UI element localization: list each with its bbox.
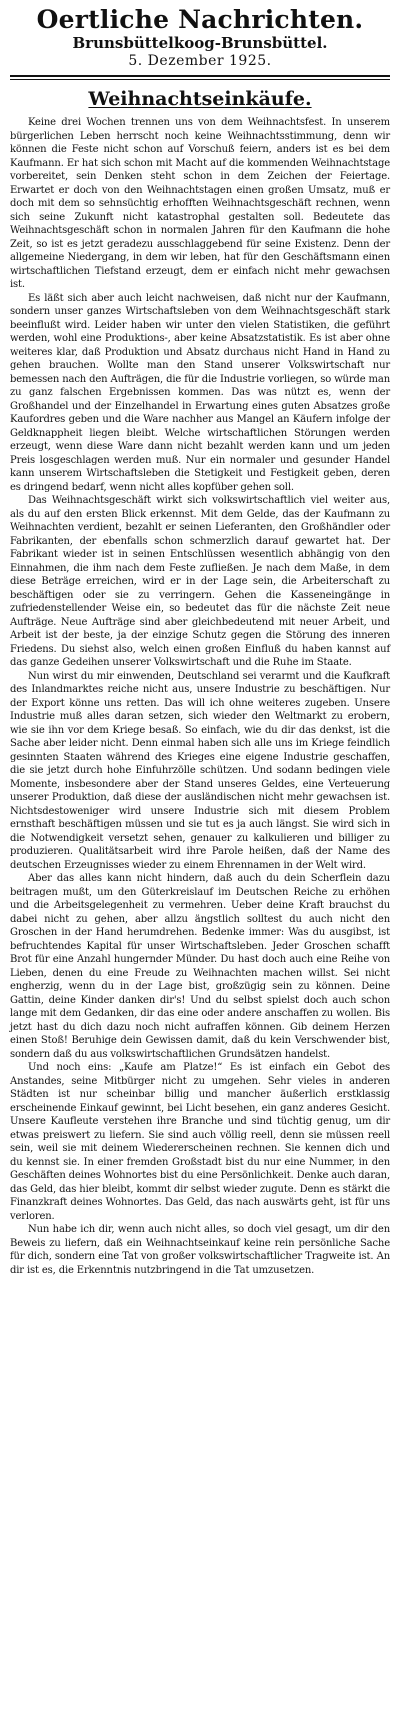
article-headline: Weihnachtseinkäufe. [88,88,312,110]
article-paragraph: Keine drei Wochen trennen uns von dem Weihnachtsfest. In unserem bürgerlichen Leben herrscht noch keine Weihnachtsstimmung, denn wir können die Feste nicht schon auf Vorschuß feiern, anders ist es bei dem Kaufmann. Er hat sich schon mit Macht auf die kommenden Weihnachtstage vorbereitet, sein Denken steht schon in dem Zeichen der Feiertage. Erwartet er doch von den Weihnachtstagen einen großen Umsatz, muß er doch mit dem so sehnsüchtig erhofften Weihnachtsgeschäft rechnen, wenn sich seine Zukunft nicht katastrophal gestalten soll. Bedeutete das Weihnachtsgeschäft schon in normalen Jahren für den Kaufmann die hohe Zeit, so ist es jetzt geradezu ausschlaggebend für seine Existenz. Denn der allgemeine Niedergang, in dem wir leben, hat für den Geschäftsmann einen wirtschaftlichen Tiefstand erzeugt, dem er einfach nicht mehr gewachsen ist. [10,117,390,290]
place-line: Brunsbüttelkoog-Brunsbüttel. [72,34,328,52]
article-paragraph: Nun wirst du mir einwenden, Deutschland sei verarmt und die Kaufkraft des Inlandmarktes reiche nicht aus, unsere Industrie zu beschäftigen. Nur der Export könne uns retten. Das will ich ohne weiteres zugeben. Unsere Industrie muß alles daran setzen, sich wieder den Weltmarkt zu erobern, wie sie ihn vor dem Kriege besaß. So einfach, wie du dir das denkst, ist die Sache aber leider nicht. Denn einmal haben sich alle uns im Kriege feindlich gesinnten Staaten während des Krieges eine eigene Industrie geschaffen, die sie jetzt durch hohe Einfuhrzölle schützen. Und sodann bedingen viele Momente, insbesondere aber der Stand unseres Geldes, eine Verteuerung unserer Produktion, daß diese der ausländischen nicht mehr gewachsen ist. Nichtsdestoweniger wird unsere Industrie sich mit diesem Problem ernsthaft beschäftigen müssen und sie tut es ja auch längst. Sie wird sich in die Notwendigkeit versetzt sehen, genauer zu kalkulieren und billiger zu produzieren. Qualitätsarbeit wird ihre Parole heißen, daß der Name des deutschen Erzeugnisses wieder zu einem Ehrennamen in der Welt wird. [10,670,390,871]
article-paragraph: Es läßt sich aber auch leicht nachweisen, daß nicht nur der Kaufmann, sondern unser ganzes Wirtschaftsleben von dem Weihnachtsgeschäft stark beeinflußt wird. Leider haben wir unter den vielen Statistiken, die geführt werden, wohl eine Produktions-, aber keine Absatzstatistik. Es ist aber ohne weiteres klar, daß Produktion und Absatz durchaus nicht Hand in Hand zu gehen brauchen. Wollte man den Stand unserer Volkswirtschaft nur bemessen nach den Aufträgen, die für die Industrie vorliegen, so würde man zu ganz falschen Ergebnissen kommen. Das was nützt es, wenn der Großhandel und der Einzelhandel in Erwartung eines guten Absatzes große Kaufordres geben und die Ware nachher aus Mangel an Käufern infolge der Geldknappheit liegen bleibt. Welche wirtschaftlichen Störungen werden erzeugt, wenn diese Ware dann nicht bezahlt werden kann und um jeden Preis losgeschlagen werden muß. Nur ein normaler und gesunder Handel kann unserem Wirtschaftsleben die Stetigkeit und Festigkeit geben, deren es dringend bedarf, wenn nicht alles kopfüber gehen soll. [10,292,390,493]
article-body [10,116,390,1277]
section-title: Oertliche Nachrichten. [36,5,364,34]
masthead [10,6,390,80]
article-paragraph: Und noch eins: „Kaufe am Platze!“ Es ist einfach ein Gebot des Anstandes, seine Mitbürger nicht zu umgehen. Sehr vieles in anderen Städten ist nur scheinbar billig und mancher äußerlich erstklassig erscheinende Einkauf gewinnt, bei Licht besehen, ein ganz anderes Gesicht. Unsere Kaufleute verstehen ihre Branche und sind tüchtig genug, um dir etwas preiswert zu liefern. Sie sind auch völlig reell, denn sie müssen reell sein, weil sie mit deinem Wiedererscheinen rechnen. Sie kennen dich und du kennst sie. In einer fremden Großstadt bist du nur eine Nummer, in den Geschäften deines Wohnortes bist du eine Persönlichkeit. Denke auch daran, das Geld, das hier bleibt, kommt dir selbst wieder zugute. Denn es stärkt die Finanzkraft deines Wohnortes. Das Geld, das nach auswärts geht, ist für uns verloren. [10,1062,390,1222]
date-line: 5. Dezember 1925. [128,53,272,69]
article-paragraph: Aber das alles kann nicht hindern, daß auch du dein Scherflein dazu beitragen mußt, um den Güterkreislauf im Deutschen Reiche zu erhöhen und die Arbeitsgelegenheit zu vermehren. Ueber deine Kraft brauchst du dabei nicht zu gehen, aber allzu ängstlich solltest du auch nicht den Groschen in der Hand herumdrehen. Bedenke immer: Was du ausgibst, ist befruchtendes Kapital für unser Wirtschaftsleben. Jeder Groschen schafft Brot für eine Anzahl hungernder Münder. Du hast doch auch eine Reihe von Lieben, denen du eine Freude zu Weihnachten machen willst. Sei nicht engherzig, wenn du in der Lage bist, großzügig sein zu können. Deine Gattin, deine Kinder danken dir's! Und du selbst spielst doch auch schon lange mit dem Gedanken, dir das eine oder andere anschaffen zu wollen. Bis jetzt hast du dich dazu noch nicht aufraffen können. Gib deinem Herzen einen Stoß! Beruhige dein Gewissen damit, daß du kein Verschwender bist, sondern daß du aus volkswirtschaftlichen Grundsätzen handelst. [10,873,390,1060]
article-paragraph: Nun habe ich dir, wenn auch nicht alles, so doch viel gesagt, um dir den Beweis zu liefern, daß ein Weihnachtseinkauf keine rein persönliche Sache für dich, sondern eine Tat von großer volkswirtschaftlicher Tragweite ist. An dir ist es, die Erkenntnis nutzbringend in die Tat umzusetzen. [10,1224,390,1276]
masthead-rule-thick [10,75,390,77]
article-paragraph: Das Weihnachtsgeschäft wirkt sich volkswirtschaftlich viel weiter aus, als du auf den ersten Blick erkennst. Mit dem Gelde, das der Kaufmann zu Weihnachten verdient, bezahlt er seinen Lieferanten, den Großhändler oder Fabrikanten, der ebenfalls schon schmerzlich darauf gewartet hat. Der Fabrikant wieder ist in seinen Entschlüssen wesentlich abhängig von den Einnahmen, die ihm nach dem Feste zufließen. Je nach dem Maße, in dem diese Beträge erreichen, wird er in der Lage sein, die Arbeiterschaft zu beschäftigen oder sie zu verringern. Gehen die Kasseneingänge in zufriedenstellender Weise ein, so bedeutet das für die nächste Zeit neue Aufträge. Neue Aufträge sind aber gleichbedeutend mit neuer Arbeit, und Arbeit ist der beste, ja der einzige Schutz gegen die Störung des inneren Friedens. Du siehst also, welch einen großen Einfluß du haben kannst auf das ganze Gedeihen unserer Volkswirtschaft und die Ruhe im Staate. [10,495,390,668]
masthead-rule-thin [10,79,390,80]
